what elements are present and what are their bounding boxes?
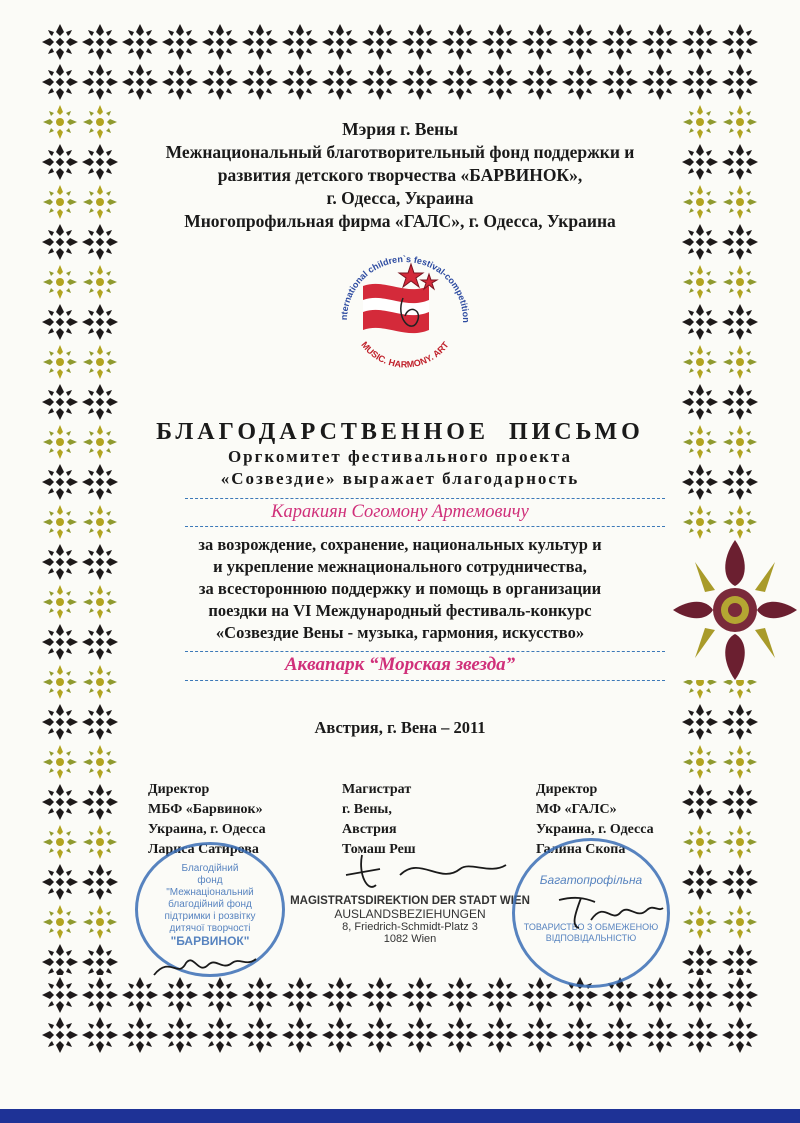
stamp-magistrat-line-1: MAGISTRATSDIREKTION DER STADT WIEN bbox=[290, 895, 530, 907]
border-top bbox=[40, 22, 760, 102]
signatory-right-city: Украина, г. Одесса bbox=[536, 822, 654, 837]
signatory-left-title: Директор bbox=[148, 782, 210, 797]
signatory-middle-city: Австрия bbox=[342, 822, 397, 837]
logo-arc-text: nternational children`s festival-competition bbox=[338, 253, 472, 323]
seal-left-line-6: дитячої творчості bbox=[169, 923, 251, 934]
header-line-1: Мэрия г. Вены bbox=[342, 119, 458, 139]
signatory-right-title: Директор bbox=[536, 782, 598, 797]
stamp-magistrat-line-2: AUSLANDSBEZIEHUNGEN bbox=[334, 907, 486, 921]
signatory-middle-title: Магистрат bbox=[342, 782, 412, 797]
stamp-magistrat-line-3: 8, Friedrich-Schmidt-Platz 3 bbox=[342, 921, 478, 933]
subtitle-line-1: Оргкомитет фестивального проекта bbox=[227, 447, 573, 466]
signature-left bbox=[150, 945, 260, 985]
seal-right-line-3: ВІДПОВІДАЛЬНІСТЮ bbox=[545, 933, 637, 943]
body-line-3: за всестороннюю поддержку и помощь в организации bbox=[198, 579, 602, 598]
divider-1 bbox=[185, 498, 665, 499]
bottom-scan-edge bbox=[0, 1109, 800, 1123]
seal-left-line-3: "Межнаціональний bbox=[166, 887, 254, 898]
divider-4 bbox=[185, 680, 665, 681]
document-title: БЛАГОДАРСТВЕННОЕ ПИСЬМО bbox=[156, 419, 644, 445]
signature-right bbox=[555, 890, 665, 935]
signature-middle bbox=[340, 845, 510, 900]
subtitle-line-2: «Созвездие» выражает благодарность bbox=[220, 469, 580, 488]
recipient-name: Каракиян Согомону Артемовичу bbox=[271, 502, 529, 522]
seal-left-line-7: "БАРВИНОК" bbox=[170, 934, 250, 948]
body-line-1: за возрождение, сохранение, национальных культур и bbox=[198, 535, 602, 554]
seal-left-line-2: фонд bbox=[197, 875, 223, 886]
place-date: Австрия, г. Вена – 2011 bbox=[314, 718, 486, 737]
logo-bottom-text: MUSIC. HARMONY. ART bbox=[359, 339, 451, 368]
signatory-middle-org: г. Вены, bbox=[342, 802, 392, 817]
seal-left-line-5: підтримки і розвітку bbox=[164, 911, 256, 922]
seal-left-line-1: Благодійний bbox=[181, 863, 239, 874]
body-line-4: поездки на VI Международный фестиваль-конкурс bbox=[208, 601, 592, 620]
celtic-cross-ornament-icon bbox=[40, 22, 760, 102]
body-line-5: «Созвездие Вены - музыка, гармония, искусство» bbox=[215, 623, 585, 642]
celtic-cross-ornament-icon bbox=[40, 975, 760, 1055]
signatory-right-org: МФ «ГАЛС» bbox=[536, 802, 617, 817]
stamp-magistrat bbox=[285, 895, 535, 945]
svg-text:MUSIC. HARMONY. ART bbox=[359, 339, 451, 368]
signatory-left-org: МБФ «Барвинок» bbox=[148, 802, 263, 817]
header-line-3: развития детского творчества «БАРВИНОК», bbox=[217, 165, 583, 185]
signatory-left-name: Лариса Сатирова bbox=[148, 842, 259, 857]
signatory-left-city: Украина, г. Одесса bbox=[148, 822, 266, 837]
festival-logo bbox=[325, 238, 485, 368]
signatory-middle-name: Томаш Реш bbox=[342, 842, 416, 857]
divider-2 bbox=[185, 526, 665, 527]
stamp-magistrat-line-4: 1082 Wien bbox=[383, 933, 437, 945]
seal-right-line-1: Багатопрофільна bbox=[539, 873, 643, 887]
header-line-5: Многопрофильная фирма «ГАЛС», г. Одесса, Украина bbox=[184, 211, 616, 231]
signatory-right-name: Галина Скопа bbox=[536, 842, 626, 857]
header-line-4: г. Одесса, Украина bbox=[326, 188, 474, 208]
body-line-2: и укрепление межнационального сотрудничества, bbox=[213, 557, 587, 576]
divider-3 bbox=[185, 651, 665, 652]
organization-name: Аквапарк “Морская звезда” bbox=[284, 654, 516, 675]
border-bottom bbox=[40, 975, 760, 1055]
header-line-2: Межнациональный благотворительный фонд поддержки и bbox=[165, 142, 635, 162]
star-flag-logo-icon bbox=[325, 238, 485, 368]
seal-right-line-2: ТОВАРИСТВО З ОБМЕЖЕНОЮ bbox=[523, 922, 659, 932]
seal-left-line-4: благодійний фонд bbox=[168, 899, 252, 910]
